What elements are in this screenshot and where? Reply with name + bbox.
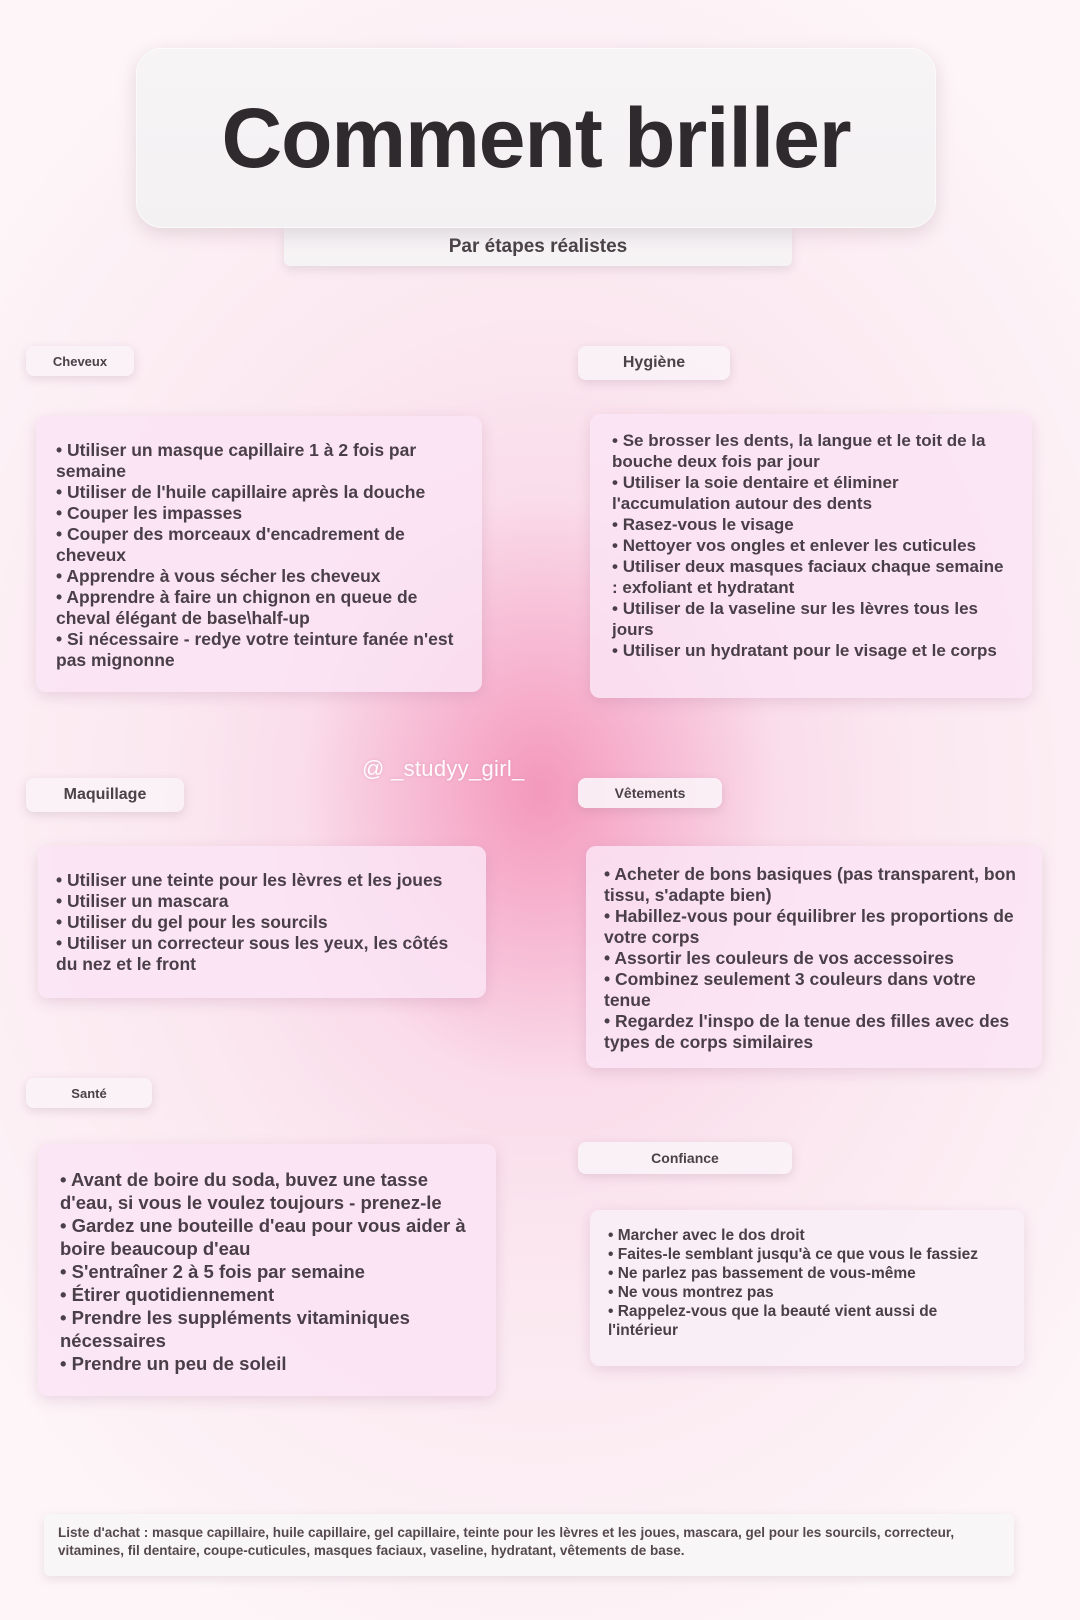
list-item: • Ne parlez pas bassement de vous-même: [608, 1264, 1006, 1283]
page-subtitle: Par étapes réalistes: [448, 236, 628, 257]
section-label-sante: Santé: [26, 1078, 152, 1108]
list-item: • Prendre les suppléments vitaminiques nécessaires: [60, 1306, 476, 1352]
list-item: • Regardez l'inspo de la tenue des filles avec des types de corps similaires: [604, 1011, 1024, 1053]
section-card-hygiene: [590, 414, 1032, 698]
list-item: • Avant de boire du soda, buvez une tasse d'eau, si vous le voulez toujours - prenez-le: [60, 1168, 476, 1214]
section-label-hygiene: Hygiène: [578, 346, 730, 380]
list-item: • Étirer quotidiennement: [60, 1283, 476, 1306]
section-label-maquillage: Maquillage: [26, 778, 184, 812]
list-cheveux: [56, 440, 462, 671]
list-item: • Utiliser de la vaseline sur les lèvres tous les jours: [612, 598, 1012, 640]
list-item: • Couper des morceaux d'encadrement de cheveux: [56, 524, 462, 566]
list-vetements: [604, 864, 1024, 1053]
list-hygiene: [612, 430, 1012, 661]
list-item: • Habillez-vous pour équilibrer les proportions de votre corps: [604, 906, 1024, 948]
list-item: • Gardez une bouteille d'eau pour vous aider à boire beaucoup d'eau: [60, 1214, 476, 1260]
shopping-list-text: Liste d'achat : masque capillaire, huile capillaire, gel capillaire, teinte pour les lèvres et les joues, mascara, gel pour les sourcils, correcteur, vitamines, fil dentaire, coupe-cuticules, masques faciaux, vaseline, hydratant, vêtements de base.: [58, 1525, 955, 1558]
list-maquillage: [56, 870, 468, 975]
list-item: • Marcher avec le dos droit: [608, 1226, 1006, 1245]
section-card-vetements: [586, 846, 1042, 1068]
list-item: • Faites-le semblant jusqu'à ce que vous le fassiez: [608, 1245, 1006, 1264]
section-card-sante: [38, 1144, 496, 1396]
watermark: @ _studyy_girl_: [362, 756, 525, 781]
section-card-confiance: [590, 1210, 1024, 1366]
list-item: • Apprendre à faire un chignon en queue de cheval élégant de base\half-up: [56, 587, 462, 629]
title-card: [136, 48, 936, 228]
list-item: • Utiliser la soie dentaire et éliminer l'accumulation autour des dents: [612, 472, 1012, 514]
section-label-confiance: Confiance: [578, 1142, 792, 1174]
list-item: • Rappelez-vous que la beauté vient aussi de l'intérieur: [608, 1302, 1006, 1340]
section-label-cheveux: Cheveux: [26, 346, 134, 376]
list-item: • Utiliser un mascara: [56, 891, 468, 912]
list-item: • Nettoyer vos ongles et enlever les cuticules: [612, 535, 1012, 556]
list-item: • Utiliser un correcteur sous les yeux, les côtés du nez et le front: [56, 933, 468, 975]
section-card-cheveux: [36, 416, 482, 692]
list-item: • Utiliser une teinte pour les lèvres et les joues: [56, 870, 468, 891]
list-item: • Rasez-vous le visage: [612, 514, 1012, 535]
list-item: • S'entraîner 2 à 5 fois par semaine: [60, 1260, 476, 1283]
list-item: • Prendre un peu de soleil: [60, 1352, 476, 1375]
list-item: • Ne vous montrez pas: [608, 1283, 1006, 1302]
list-sante: [60, 1168, 476, 1375]
list-item: • Couper les impasses: [56, 503, 462, 524]
section-label-vetements: Vêtements: [578, 778, 722, 808]
list-item: • Si nécessaire - redye votre teinture fanée n'est pas mignonne: [56, 629, 462, 671]
list-item: • Acheter de bons basiques (pas transparent, bon tissu, s'adapte bien): [604, 864, 1024, 906]
list-item: • Utiliser un masque capillaire 1 à 2 fois par semaine: [56, 440, 462, 482]
list-item: • Utiliser un hydratant pour le visage et le corps: [612, 640, 1012, 661]
list-confiance: [608, 1226, 1006, 1340]
list-item: • Utiliser du gel pour les sourcils: [56, 912, 468, 933]
list-item: • Se brosser les dents, la langue et le toit de la bouche deux fois par jour: [612, 430, 1012, 472]
list-item: • Utiliser deux masques faciaux chaque semaine : exfoliant et hydratant: [612, 556, 1012, 598]
list-item: • Combinez seulement 3 couleurs dans votre tenue: [604, 969, 1024, 1011]
section-card-maquillage: [38, 846, 486, 998]
list-item: • Utiliser de l'huile capillaire après la douche: [56, 482, 462, 503]
list-item: • Apprendre à vous sécher les cheveux: [56, 566, 462, 587]
page-title: Comment briller: [221, 90, 851, 185]
shopping-list-card: [44, 1514, 1014, 1576]
list-item: • Assortir les couleurs de vos accessoires: [604, 948, 1024, 969]
subtitle-card: [284, 228, 792, 266]
